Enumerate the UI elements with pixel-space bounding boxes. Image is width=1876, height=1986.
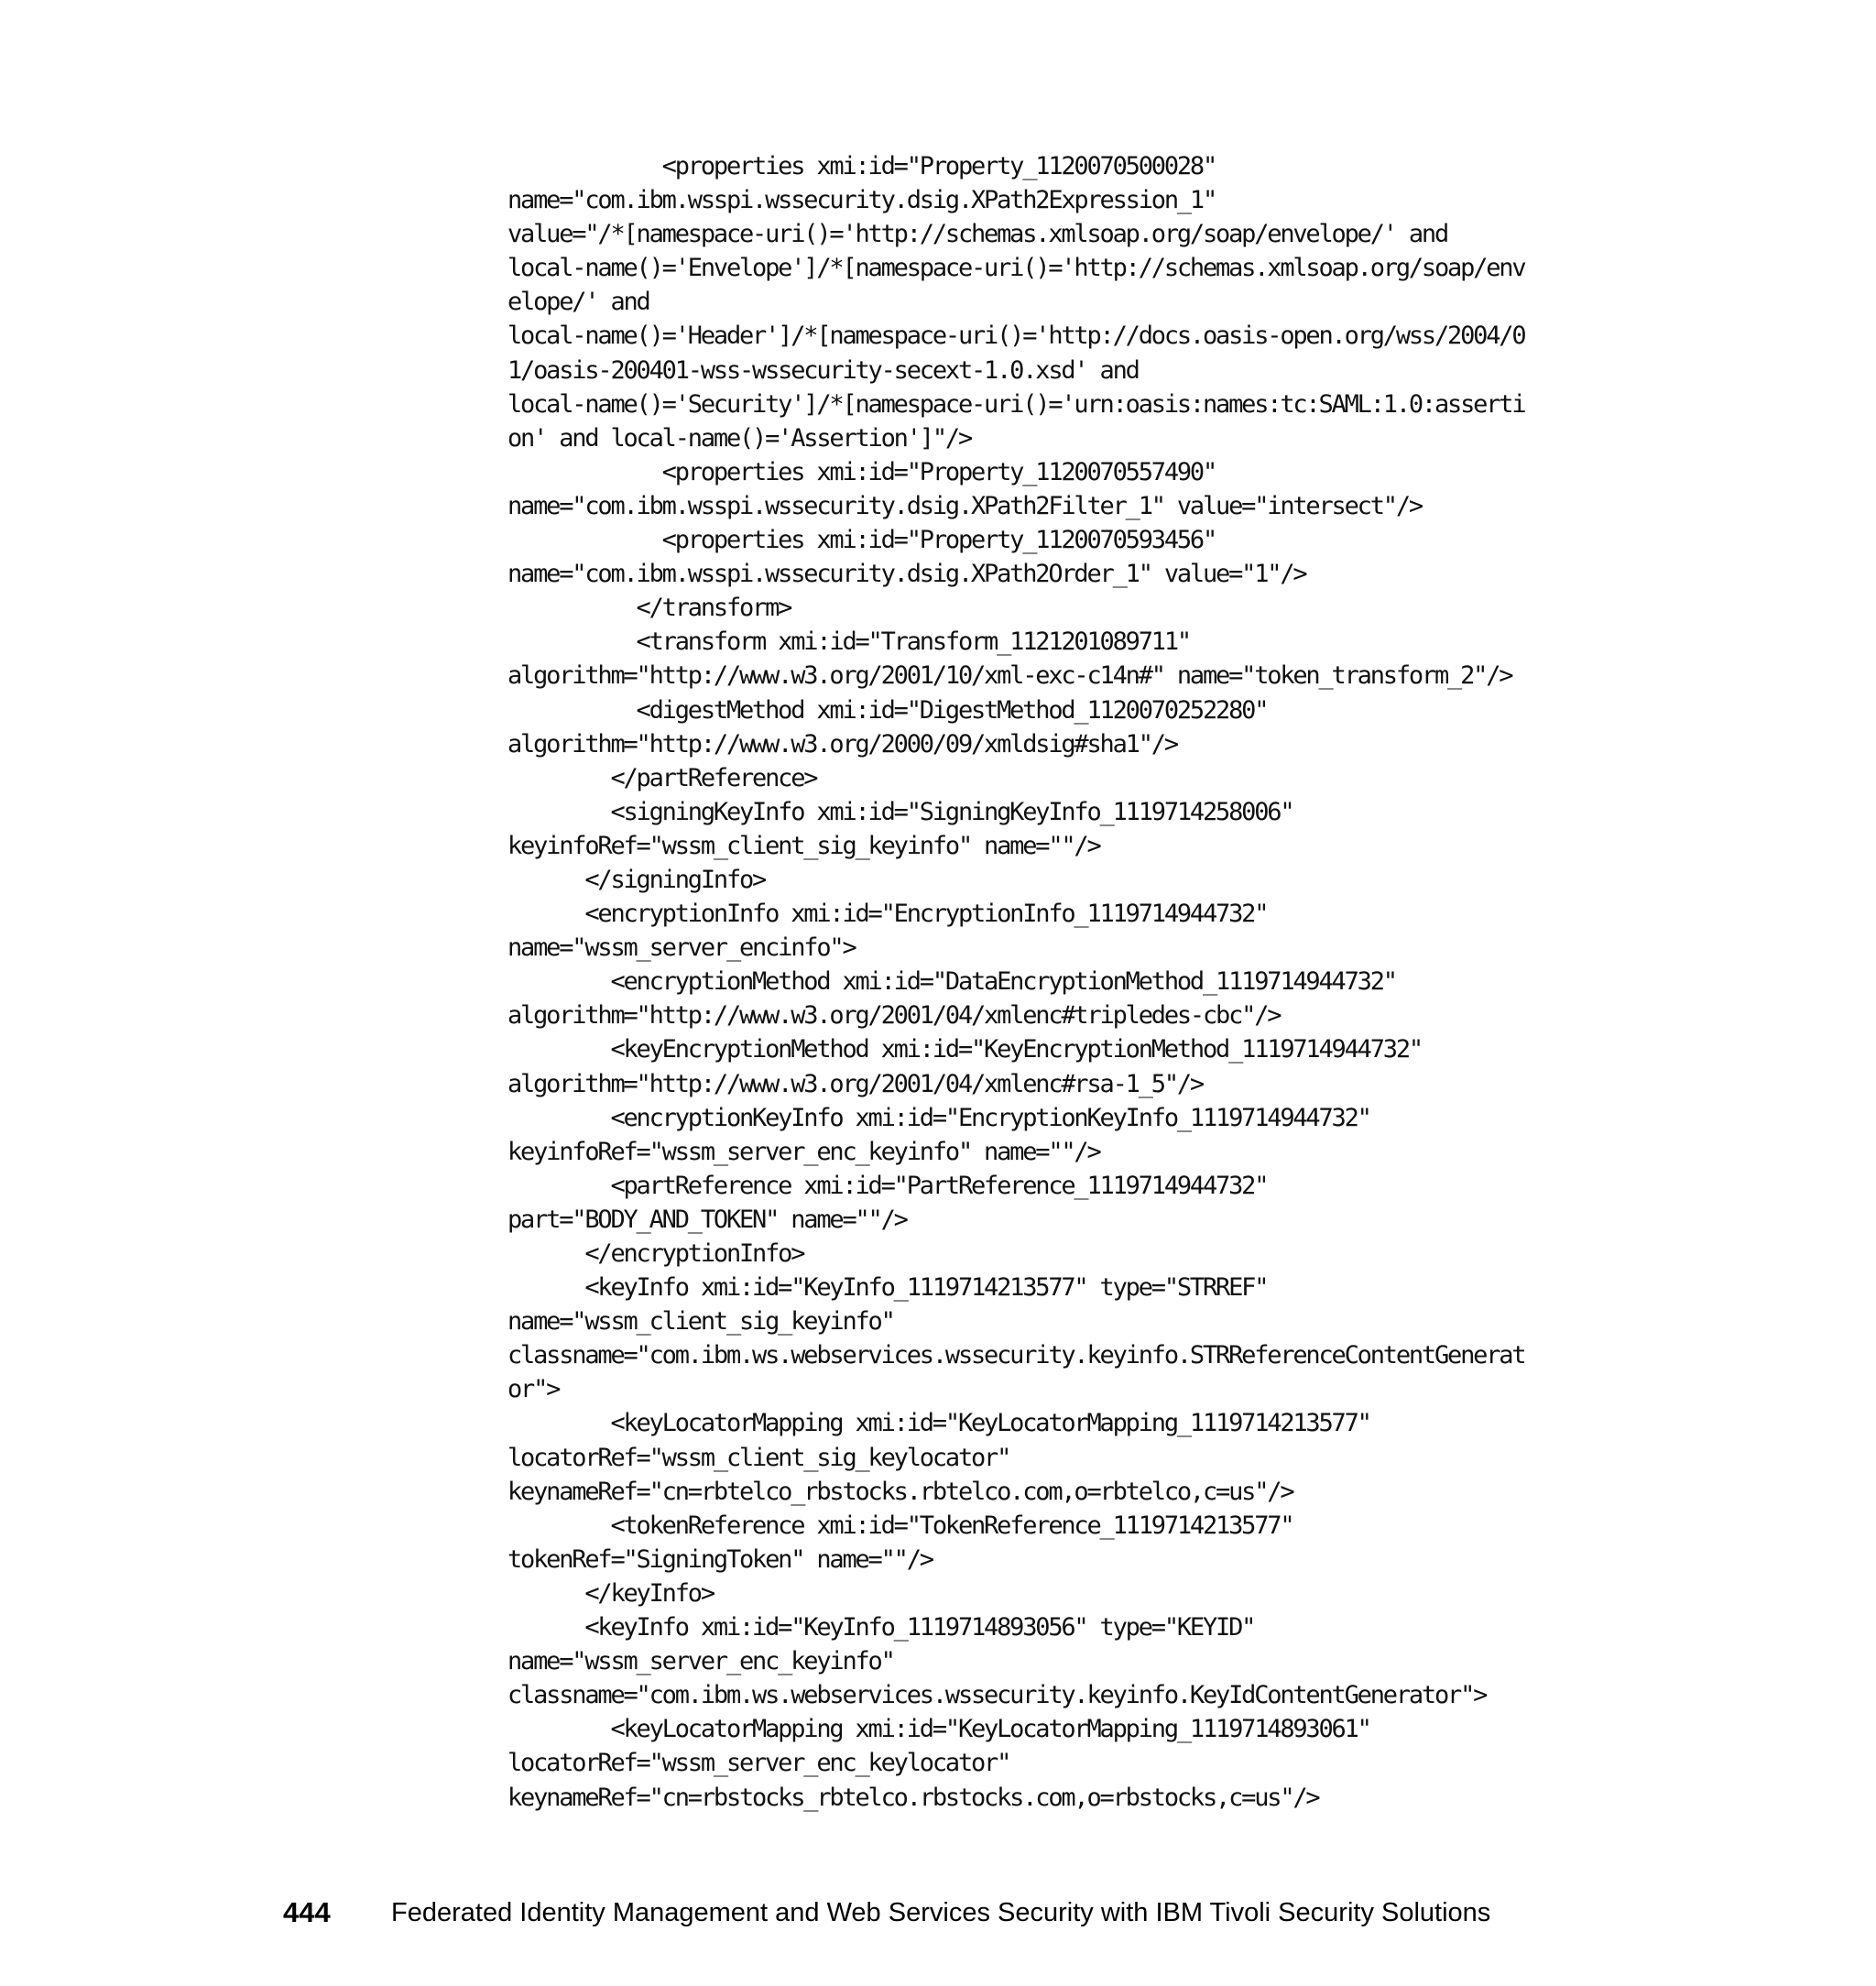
code-line: 1/oasis-200401-wss-wssecurity-secext-1.0.xsd' and — [507, 355, 1139, 385]
page-number: 444 — [283, 1896, 331, 1928]
code-line: name="wssm_server_enc_keyinfo" — [507, 1647, 894, 1676]
code-line: <properties xmi:id="Property_1120070593456" — [507, 526, 1216, 555]
code-line: name="wssm_server_encinfo"> — [507, 933, 856, 963]
code-line: or"> — [507, 1375, 560, 1404]
code-line: classname="com.ibm.ws.webservices.wssecurity.keyinfo.STRReferenceContentGenerat — [507, 1341, 1525, 1370]
code-line: locatorRef="wssm_client_sig_keylocator" — [507, 1443, 1010, 1472]
code-line: name="com.ibm.wsspi.wssecurity.dsig.XPath2Filter_1" value="intersect"/> — [507, 491, 1422, 520]
code-line: <encryptionInfo xmi:id="EncryptionInfo_1119714944732" — [507, 900, 1268, 929]
code-line: value="/*[namespace-uri()='http://schemas.xmlsoap.org/soap/envelope/' and — [507, 220, 1448, 249]
code-line: algorithm="http://www.w3.org/2001/10/xml-exc-c14n#" name="token_transform_2"/> — [507, 661, 1512, 691]
code-line: <keyLocatorMapping xmi:id="KeyLocatorMapping_1119714893061" — [507, 1715, 1370, 1744]
code-line: <partReference xmi:id="PartReference_1119714944732" — [507, 1171, 1268, 1200]
book-title: Federated Identity Management and Web Services Security with IBM Tivoli Security Solutions — [391, 1898, 1491, 1927]
code-line: classname="com.ibm.ws.webservices.wssecurity.keyinfo.KeyIdContentGenerator"> — [507, 1681, 1487, 1710]
code-line: <transform xmi:id="Transform_1121201089711" — [507, 627, 1190, 657]
code-line: name="com.ibm.wsspi.wssecurity.dsig.XPath2Expression_1" — [507, 186, 1216, 215]
code-line: local-name()='Header']/*[namespace-uri()='http://docs.oasis-open.org/wss/2004/0 — [507, 322, 1525, 351]
page-footer — [0, 1896, 1876, 1942]
code-listing — [507, 149, 1698, 1815]
code-line: local-name()='Envelope']/*[namespace-uri()='http://schemas.xmlsoap.org/soap/env — [507, 254, 1525, 283]
code-line: keynameRef="cn=rbtelco_rbstocks.rbtelco.com,o=rbtelco,c=us"/> — [507, 1477, 1293, 1506]
code-line: <properties xmi:id="Property_1120070500028" — [507, 152, 1216, 180]
code-line: elope/' and — [507, 288, 649, 317]
code-line: </keyInfo> — [507, 1578, 714, 1608]
code-line: <encryptionMethod xmi:id="DataEncryptionMethod_1119714944732" — [507, 967, 1396, 997]
code-line: <properties xmi:id="Property_1120070557490" — [507, 457, 1216, 486]
code-line: on' and local-name()='Assertion']"/> — [507, 423, 971, 453]
code-line: algorithm="http://www.w3.org/2001/04/xmlenc#tripledes-cbc"/> — [507, 1001, 1281, 1031]
code-line: </transform> — [507, 594, 791, 623]
code-line: algorithm="http://www.w3.org/2000/09/xmldsig#sha1"/> — [507, 729, 1177, 758]
code-line: algorithm="http://www.w3.org/2001/04/xmlenc#rsa-1_5"/> — [507, 1069, 1203, 1098]
code-line: <signingKeyInfo xmi:id="SigningKeyInfo_1119714258006" — [507, 797, 1293, 826]
code-line: <keyInfo xmi:id="KeyInfo_1119714893056" type="KEYID" — [507, 1613, 1255, 1642]
code-line: </encryptionInfo> — [507, 1239, 804, 1268]
code-line: name="com.ibm.wsspi.wssecurity.dsig.XPath2Order_1" value="1"/> — [507, 560, 1306, 589]
code-line: <tokenReference xmi:id="TokenReference_1119714213577" — [507, 1511, 1293, 1540]
code-line: <digestMethod xmi:id="DigestMethod_1120070252280" — [507, 695, 1268, 725]
code-line: keynameRef="cn=rbstocks_rbtelco.rbstocks.com,o=rbstocks,c=us"/> — [507, 1783, 1319, 1812]
code-line: locatorRef="wssm_server_enc_keylocator" — [507, 1749, 1010, 1778]
code-line: <keyLocatorMapping xmi:id="KeyLocatorMapping_1119714213577" — [507, 1409, 1370, 1438]
code-line: </signingInfo> — [507, 865, 766, 894]
code-line: keyinfoRef="wssm_server_enc_keyinfo" name=""/> — [507, 1137, 1100, 1166]
code-line: <encryptionKeyInfo xmi:id="EncryptionKeyInfo_1119714944732" — [507, 1103, 1370, 1132]
code-line: name="wssm_client_sig_keyinfo" — [507, 1307, 894, 1337]
code-line: part="BODY_AND_TOKEN" name=""/> — [507, 1205, 907, 1234]
code-line: <keyEncryptionMethod xmi:id="KeyEncryptionMethod_1119714944732" — [507, 1035, 1422, 1064]
code-line: <keyInfo xmi:id="KeyInfo_1119714213577" type="STRREF" — [507, 1273, 1268, 1303]
code-line: </partReference> — [507, 763, 817, 792]
code-line: tokenRef="SigningToken" name=""/> — [507, 1544, 933, 1574]
code-line: keyinfoRef="wssm_client_sig_keyinfo" name=""/> — [507, 831, 1100, 860]
code-line: local-name()='Security']/*[namespace-uri()='urn:oasis:names:tc:SAML:1.0:asserti — [507, 389, 1525, 419]
